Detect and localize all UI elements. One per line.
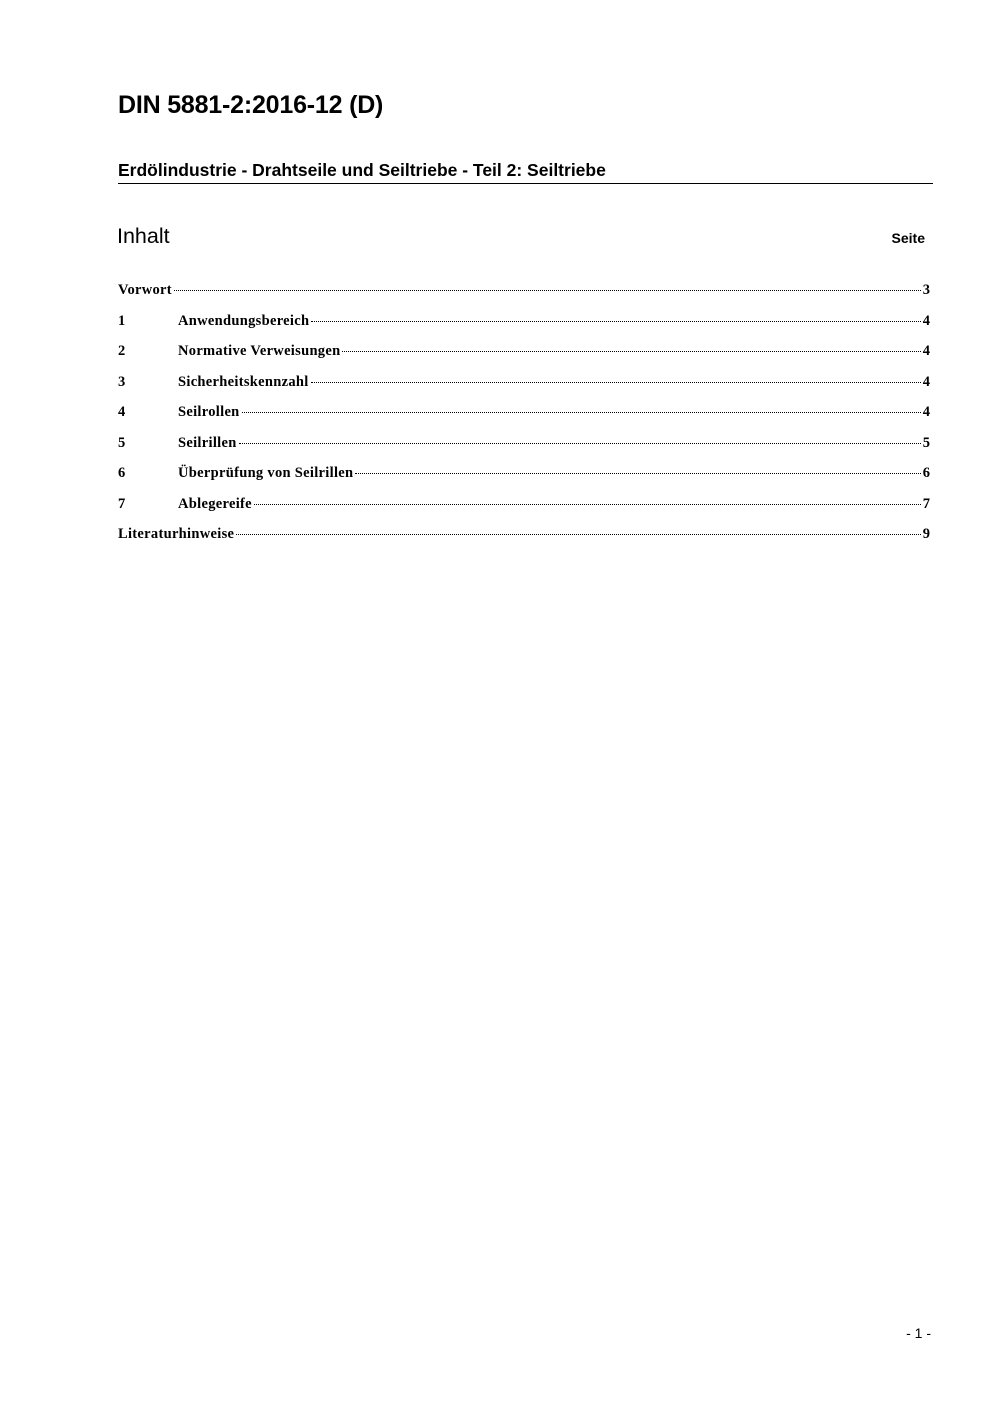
toc-entry-label: Anwendungsbereich	[178, 312, 310, 329]
toc-entry-label: Literaturhinweise	[118, 526, 235, 542]
toc-entry-page: 3	[922, 282, 930, 298]
toc-entry-page: 7	[922, 495, 930, 512]
toc-entry-page: 4	[922, 404, 930, 420]
toc-entry-page: 4	[922, 343, 930, 359]
toc-entry-label: Ablegereife	[178, 495, 252, 512]
toc-entry-vorwort[interactable]	[118, 278, 930, 309]
toc-entry-6[interactable]	[118, 461, 930, 492]
toc-entry-label: Überprüfung von Seilrillen	[178, 465, 354, 481]
toc-page-label: Seite	[891, 230, 925, 246]
toc-entry-number: 6	[118, 465, 126, 481]
toc-entry-number: 3	[118, 373, 126, 390]
toc-leader-dots	[254, 504, 921, 505]
document-title: Erdölindustrie - Drahtseile und Seiltriebe - Teil 2: Seiltriebe	[118, 158, 933, 184]
toc-entry-number: 4	[118, 404, 126, 420]
document-id: DIN 5881-2:2016-12 (D)	[118, 91, 384, 119]
toc-entry-page: 9	[922, 526, 930, 542]
toc-entry-2[interactable]	[118, 339, 930, 370]
toc-leader-dots	[355, 473, 920, 474]
toc-entry-3[interactable]	[118, 370, 930, 401]
toc-entry-page: 6	[922, 465, 930, 481]
toc-heading: Inhalt	[117, 224, 170, 248]
toc-leader-dots	[242, 412, 921, 413]
toc-entry-literaturhinweise[interactable]	[118, 522, 930, 553]
toc-leader-dots	[236, 534, 921, 535]
toc-entry-page: 5	[922, 434, 930, 451]
toc-leader-dots	[342, 351, 920, 352]
page-number: - 1 -	[906, 1325, 931, 1341]
toc-entry-number: 7	[118, 495, 126, 512]
toc-entry-number: 2	[118, 343, 126, 359]
toc-entry-label: Sicherheitskennzahl	[178, 373, 309, 390]
toc-leader-dots	[174, 290, 921, 291]
toc-leader-dots	[311, 382, 921, 383]
toc-leader-dots	[311, 321, 920, 322]
toc-entry-label: Seilrillen	[178, 434, 237, 451]
toc-entry-7[interactable]	[118, 492, 930, 523]
toc-entry-page: 4	[922, 312, 930, 329]
toc-entry-4[interactable]	[118, 400, 930, 431]
toc-entry-label: Normative Verweisungen	[178, 343, 341, 359]
toc-entry-page: 4	[922, 373, 930, 390]
toc-entry-number: 5	[118, 434, 126, 451]
table-of-contents	[118, 278, 930, 553]
toc-entry-label: Seilrollen	[178, 404, 240, 420]
toc-entry-label: Vorwort	[118, 282, 172, 298]
toc-entry-number: 1	[118, 312, 126, 329]
toc-entry-1[interactable]	[118, 309, 930, 340]
toc-entry-5[interactable]	[118, 431, 930, 462]
toc-leader-dots	[239, 443, 921, 444]
